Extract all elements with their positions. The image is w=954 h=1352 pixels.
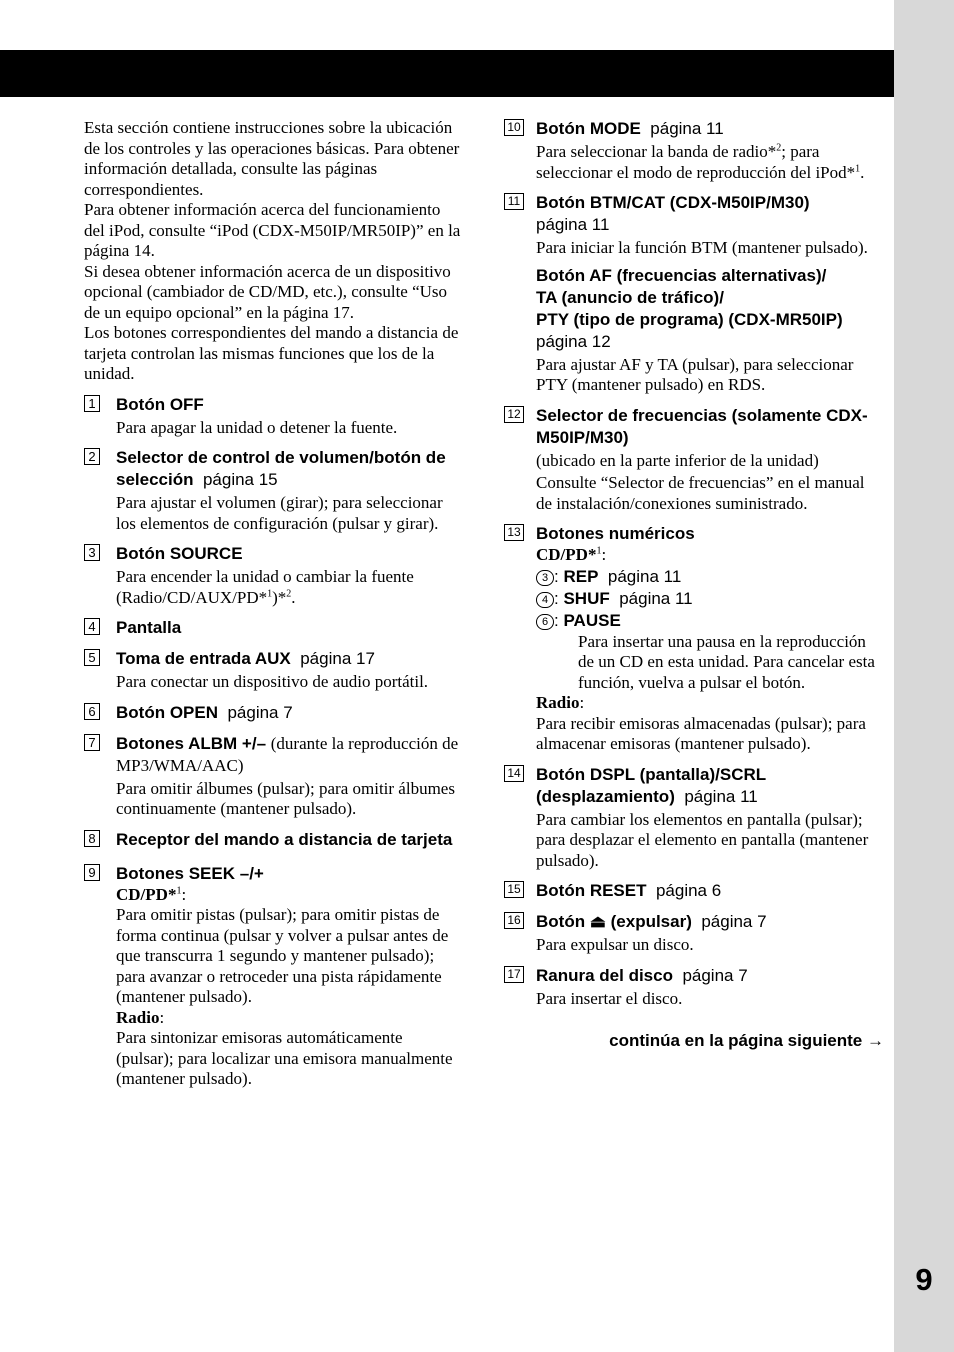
item-page-ref: página 7 xyxy=(701,912,767,931)
desc-text: Para insertar una pausa en la reproducción de un CD en esta unidad. Para cancelar esta función, vuelva a pulsar el botón. xyxy=(578,631,875,692)
item-desc xyxy=(116,885,464,1090)
item-desc: Para apagar la unidad o detener la fuente. xyxy=(116,417,398,437)
item-page-ref: página 12 xyxy=(536,331,611,351)
item-number: 5 xyxy=(84,649,100,666)
desc-text: Para recibir emisoras almacenadas (pulsar); para almacenar emisoras (mantener pulsado). xyxy=(536,713,866,753)
item-number: 10 xyxy=(504,119,524,136)
footnote-mark: 1 xyxy=(596,545,602,557)
item-page-ref: página 17 xyxy=(300,649,375,668)
item-number: 12 xyxy=(504,406,524,423)
number-4-icon: 4 xyxy=(536,592,554,608)
item-eject-button xyxy=(504,911,884,956)
item-number: 1 xyxy=(84,395,100,412)
item-page-ref: página 7 xyxy=(227,702,293,722)
desc-text: . xyxy=(860,162,865,182)
item-number-buttons xyxy=(504,523,884,755)
item-number: 8 xyxy=(84,830,100,847)
item-title: Botones SEEK –/+ xyxy=(116,863,264,883)
item-title: Botón DSPL (pantalla)/SCRL (desplazamiento) xyxy=(536,764,766,806)
item-title: Toma de entrada AUX xyxy=(116,649,291,668)
item-desc xyxy=(536,545,884,755)
item-number: 16 xyxy=(504,912,524,929)
item-page-ref: página 11 xyxy=(607,566,682,586)
item-seek-buttons xyxy=(84,863,464,1090)
mode-label: CD/PD* xyxy=(116,884,177,904)
item-desc: Para insertar el disco. xyxy=(536,988,683,1008)
item-disc-slot xyxy=(504,965,884,1010)
item-display xyxy=(84,617,464,639)
left-column xyxy=(84,118,464,1090)
item-desc: Para iniciar la función BTM (mantener pulsado). xyxy=(536,238,868,257)
item-source-button xyxy=(84,543,464,608)
item-desc: Para expulsar un disco. xyxy=(536,935,694,954)
continue-note xyxy=(504,1031,884,1051)
footnote-mark: 2 xyxy=(776,142,782,154)
item-title-pty: PTY (tipo de programa) (CDX-MR50IP) xyxy=(536,309,843,329)
item-number: 13 xyxy=(504,524,524,541)
intro-paragraph: Si desea obtener información acerca de un dispositivo opcional (cambiador de CD/MD, etc.), consulte “Uso de un equipo opcional” en la página 17. xyxy=(84,261,451,322)
item-number: 7 xyxy=(84,734,100,751)
mode-label: Radio xyxy=(116,1007,160,1027)
item-title-suffix: (expulsar) xyxy=(610,912,692,931)
footnote-mark: 1 xyxy=(855,162,861,174)
item-number: 9 xyxy=(84,864,100,881)
intro-paragraph: Los botones correspondientes del mando a distancia de tarjeta controlan las mismas funciones que los de la unidad. xyxy=(84,323,459,383)
item-desc: Para ajustar AF y TA (pulsar), para seleccionar PTY (mantener pulsado) en RDS. xyxy=(536,354,854,394)
eject-icon: ⏏ xyxy=(589,912,606,931)
colon: : xyxy=(554,610,559,630)
arrow-right-icon: → xyxy=(867,1031,884,1050)
mode-label: Radio xyxy=(536,693,580,712)
intro-paragraph: Esta sección contiene instrucciones sobre la ubicación de los controles y las operaciones básicas. Para obtener información detallada, consulte las páginas correspondientes. xyxy=(84,118,460,199)
number-6-icon: 6 xyxy=(536,614,554,630)
footnote-mark: 1 xyxy=(267,587,273,599)
desc-text: Para sintonizar emisoras automáticamente (pulsar); para localizar una emisora manualmente (mantener pulsado). xyxy=(116,1028,453,1088)
item-volume-selector xyxy=(84,447,464,534)
item-mode-button xyxy=(504,118,884,183)
item-title-af: Botón AF (frecuencias alternativas)/ xyxy=(536,265,827,285)
item-title: Pantalla xyxy=(116,618,182,637)
function-label: REP xyxy=(563,566,599,586)
item-number: 17 xyxy=(504,966,524,983)
page-number: 9 xyxy=(915,1262,933,1297)
desc-text: . xyxy=(291,587,296,607)
function-label: PAUSE xyxy=(563,610,621,630)
item-title: Selector de frecuencias (solamente CDX-M50IP/M30) xyxy=(536,405,868,447)
item-page-ref: página 6 xyxy=(655,881,722,900)
item-desc: (ubicado en la parte inferior de la unidad) xyxy=(536,450,819,470)
item-desc: Consulte “Selector de frecuencias” en el manual de instalación/conexiones suministrado. xyxy=(536,473,865,513)
item-desc xyxy=(536,142,884,183)
header-bar xyxy=(0,50,894,97)
item-page-ref: página 11 xyxy=(536,215,610,234)
item-off-button xyxy=(84,394,464,439)
continue-text: continúa en la página siguiente xyxy=(609,1031,863,1050)
item-title: Ranura del disco xyxy=(536,965,673,985)
item-title: Receptor del mando a distancia de tarjeta xyxy=(116,829,453,849)
item-desc xyxy=(116,567,464,608)
item-title: Botón RESET xyxy=(536,881,647,900)
colon: : xyxy=(554,588,559,608)
function-label: SHUF xyxy=(563,588,610,608)
item-page-ref: página 7 xyxy=(682,965,748,985)
colon: : xyxy=(554,566,559,586)
item-title: Botón OFF xyxy=(116,394,204,414)
right-column xyxy=(504,118,884,1051)
colon: : xyxy=(181,884,187,904)
intro-paragraph: Para obtener información acerca del funcionamiento del iPod, consulte “iPod (CDX-M50IP/MR50IP)” en la página 14. xyxy=(84,200,461,260)
item-desc: Para ajustar el volumen (girar); para seleccionar los elementos de configuración (pulsar y girar). xyxy=(116,493,443,533)
item-desc: Para cambiar los elementos en pantalla (pulsar); para desplazar el elemento en pantalla (mantener pulsado). xyxy=(536,809,869,870)
item-title-ta: TA (anuncio de tráfico)/ xyxy=(536,287,724,307)
desc-text: Para seleccionar la banda de radio* xyxy=(536,142,777,161)
item-remote-receiver xyxy=(84,829,464,851)
item-open-button xyxy=(84,702,464,724)
item-title: Botón SOURCE xyxy=(116,544,243,563)
item-page-ref: página 11 xyxy=(650,119,724,138)
footnote-mark: 1 xyxy=(176,884,182,896)
item-number: 11 xyxy=(504,193,524,210)
mode-label: CD/PD* xyxy=(536,545,597,564)
intro-text xyxy=(84,118,464,385)
desc-text: Para encender la unidad o cambiar la fuente (Radio/CD/AUX/PD* xyxy=(116,567,414,607)
item-title: Botones ALBM +/– xyxy=(116,733,267,753)
item-title: Botón OPEN xyxy=(116,702,218,722)
item-title: Botón xyxy=(536,912,586,931)
item-frequency-selector xyxy=(504,405,884,515)
item-title: Selector de control de volumen/botón de selección xyxy=(116,448,446,489)
colon: : xyxy=(159,1007,165,1027)
item-title: Botón BTM/CAT (CDX-M50IP/M30) xyxy=(536,193,810,212)
page-side-tab xyxy=(894,0,954,1352)
colon: : xyxy=(601,545,607,564)
item-btm-cat-button xyxy=(504,192,884,396)
item-desc: Para omitir álbumes (pulsar); para omitir álbumes continuamente (mantener pulsado). xyxy=(116,778,455,818)
item-number: 6 xyxy=(84,703,100,720)
item-aux-input xyxy=(84,648,464,693)
item-number: 14 xyxy=(504,765,524,782)
desc-text: Para omitir pistas (pulsar); para omitir pistas de forma continua (pulsar y volver a pulsar antes de que transcurra 1 segundo y mantener pulsado); para avanzar o retroceder una pista rápidamente (mantener pulsado). xyxy=(116,905,449,1006)
item-page-ref: página 11 xyxy=(684,786,758,806)
footnote-mark: 2 xyxy=(286,587,292,599)
item-desc: Para conectar un dispositivo de audio portátil. xyxy=(116,672,429,691)
desc-text: ; para seleccionar el modo de reproducción del iPod* xyxy=(536,142,856,182)
item-reset-button xyxy=(504,880,884,902)
number-3-icon: 3 xyxy=(536,570,554,586)
item-dspl-scrl-button xyxy=(504,764,884,872)
item-title: Botones numéricos xyxy=(536,524,695,543)
item-albm-buttons xyxy=(84,733,464,820)
item-title: Botón MODE xyxy=(536,119,641,138)
item-page-ref: página 11 xyxy=(619,588,693,608)
item-page-ref: página 15 xyxy=(202,470,278,489)
item-title-note: (durante la reproducción de MP3/WMA/AAC) xyxy=(116,733,459,775)
item-number: 4 xyxy=(84,618,100,635)
item-number: 2 xyxy=(84,448,100,465)
item-number: 3 xyxy=(84,544,100,561)
item-number: 15 xyxy=(504,881,524,898)
colon: : xyxy=(579,693,585,712)
desc-text: )* xyxy=(272,587,287,607)
